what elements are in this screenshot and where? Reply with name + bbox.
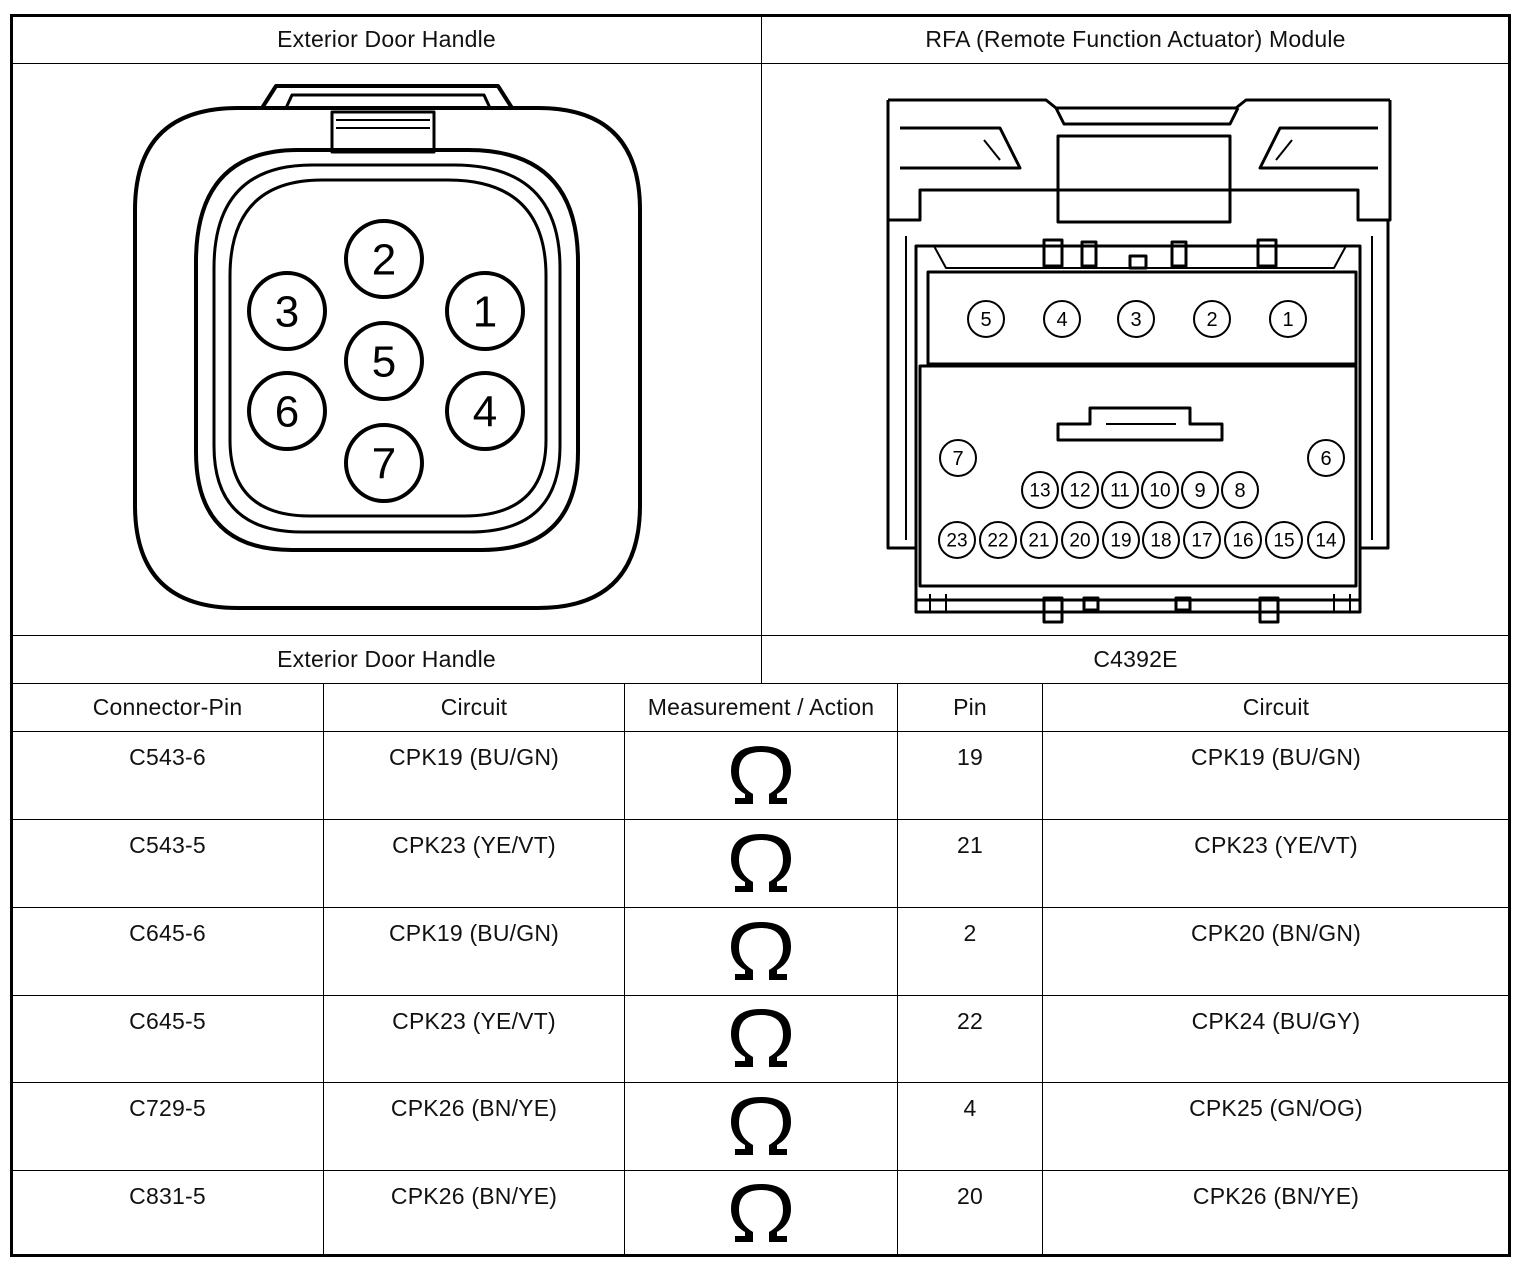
ohm-icon xyxy=(625,908,897,995)
pin-cell: 20 xyxy=(957,1183,983,1209)
pin-cell: 22 xyxy=(957,1008,983,1034)
pin-label: 8 xyxy=(1234,480,1246,502)
connector-pin-cell: C543-5 xyxy=(129,832,206,858)
pin-label: 5 xyxy=(371,337,397,387)
module-circuit-cell: CPK20 (BN/GN) xyxy=(1190,920,1362,946)
pin-label: 2 xyxy=(371,235,397,285)
pin-label: 11 xyxy=(1110,480,1130,502)
pin-label: 1 xyxy=(472,287,498,337)
column-header-measurement: Measurement / Action xyxy=(647,694,875,720)
pin-label: 14 xyxy=(1315,530,1337,552)
connector-pin-cell: C645-6 xyxy=(129,920,206,946)
pin-label: 1 xyxy=(1282,309,1294,331)
pin-label: 6 xyxy=(274,387,300,437)
rfa-connector-diagram xyxy=(762,64,1509,635)
circuit-cell: CPK23 (YE/VT) xyxy=(392,832,556,858)
pin-cell: 2 xyxy=(963,920,977,946)
pin-label: 18 xyxy=(1150,530,1172,552)
module-circuit-cell: CPK19 (BU/GN) xyxy=(1190,744,1362,770)
column-header-connector-pin: Connector-Pin xyxy=(92,694,243,720)
pin-label: 7 xyxy=(371,439,397,489)
circuit-cell: CPK26 (BN/YE) xyxy=(390,1183,558,1209)
pin-label: 5 xyxy=(980,309,992,331)
rfa-connector-id: C4392E xyxy=(1093,646,1178,672)
ohm-icon xyxy=(625,1083,897,1170)
connector-pin-cell: C729-5 xyxy=(129,1095,206,1121)
ohm-icon xyxy=(625,732,897,819)
pin-label: 22 xyxy=(987,530,1009,552)
door-handle-header: Exterior Door Handle xyxy=(277,26,496,52)
circuit-cell: CPK19 (BU/GN) xyxy=(388,920,560,946)
connector-pin-cell: C543-6 xyxy=(129,744,206,770)
module-circuit-cell: CPK26 (BN/YE) xyxy=(1192,1183,1360,1209)
pin-label: 16 xyxy=(1232,530,1254,552)
pin-label: 21 xyxy=(1028,530,1050,552)
pin-cell: 21 xyxy=(957,832,983,858)
pin-label: 20 xyxy=(1069,530,1091,552)
pin-label: 4 xyxy=(1056,309,1068,331)
pin-label: 7 xyxy=(952,448,964,470)
ohm-icon xyxy=(625,1171,897,1256)
circuit-cell: CPK19 (BU/GN) xyxy=(388,744,560,770)
door-handle-subheader: Exterior Door Handle xyxy=(277,646,496,672)
pin-label: 15 xyxy=(1273,530,1295,552)
pin-label: 23 xyxy=(946,530,968,552)
rfa-module-header: RFA (Remote Function Actuator) Module xyxy=(925,26,1346,52)
column-header-pin: Pin xyxy=(953,694,987,720)
column-header-circuit: Circuit xyxy=(440,694,508,720)
pin-label: 2 xyxy=(1206,309,1218,331)
pin-label: 9 xyxy=(1194,480,1206,502)
pin-label: 19 xyxy=(1110,530,1132,552)
pin-label: 4 xyxy=(472,387,498,437)
pin-label: 13 xyxy=(1029,480,1051,502)
pin-label: 10 xyxy=(1149,480,1171,502)
pin-cell: 4 xyxy=(963,1095,977,1121)
connector-pin-cell: C645-5 xyxy=(129,1008,206,1034)
module-circuit-cell: CPK24 (BU/GY) xyxy=(1191,1008,1361,1034)
module-circuit-cell: CPK23 (YE/VT) xyxy=(1194,832,1358,858)
ohm-icon xyxy=(625,820,897,907)
connector-pin-cell: C831-5 xyxy=(129,1183,206,1209)
pin-label: 3 xyxy=(274,287,300,337)
pin-label: 12 xyxy=(1069,480,1091,502)
circuit-cell: CPK23 (YE/VT) xyxy=(392,1008,556,1034)
module-circuit-cell: CPK25 (GN/OG) xyxy=(1189,1095,1363,1121)
door-handle-connector-diagram xyxy=(12,64,761,635)
pin-label: 3 xyxy=(1130,309,1142,331)
pin-label: 17 xyxy=(1191,530,1213,552)
pin-cell: 19 xyxy=(957,744,983,770)
column-header-circuit-module: Circuit xyxy=(1242,694,1310,720)
pin-label: 6 xyxy=(1320,448,1332,470)
circuit-cell: CPK26 (BN/YE) xyxy=(390,1095,558,1121)
ohm-icon xyxy=(625,996,897,1082)
